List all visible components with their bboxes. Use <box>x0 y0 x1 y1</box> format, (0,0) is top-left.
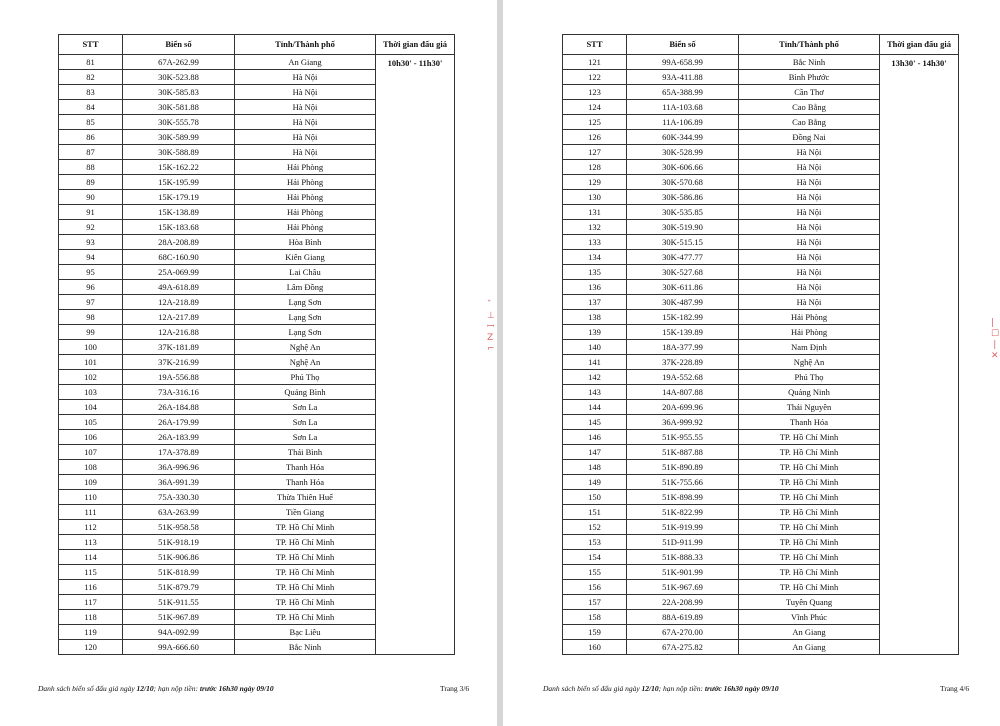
cell-stt: 93 <box>59 235 123 250</box>
cell-plate: 30K-519.90 <box>627 220 739 235</box>
table-body-right <box>563 55 959 655</box>
cell-plate: 18A-377.99 <box>627 340 739 355</box>
cell-province: Thanh Hóa <box>235 460 376 475</box>
cell-province: TP. Hồ Chí Minh <box>739 490 880 505</box>
cell-plate: 37K-181.89 <box>123 340 235 355</box>
plate-table-left <box>58 34 455 655</box>
cell-province: Hà Nội <box>235 70 376 85</box>
cell-province: TP. Hồ Chí Minh <box>235 520 376 535</box>
cell-stt: 155 <box>563 565 627 580</box>
cell-stt: 107 <box>59 445 123 460</box>
cell-stt: 100 <box>59 340 123 355</box>
cell-plate: 30K-523.88 <box>123 70 235 85</box>
cell-province: Bắc Ninh <box>739 55 880 70</box>
cell-province: Hà Nội <box>235 130 376 145</box>
cell-province: Sơn La <box>235 415 376 430</box>
cell-plate: 30K-589.99 <box>123 130 235 145</box>
cell-plate: 30K-611.86 <box>627 280 739 295</box>
header-plate: Biển số <box>627 35 739 55</box>
table-header-row <box>563 35 959 55</box>
footer-date: 12/10 <box>641 684 659 693</box>
cell-stt: 124 <box>563 100 627 115</box>
table-body-left <box>59 55 455 655</box>
cell-stt: 148 <box>563 460 627 475</box>
cell-stt: 99 <box>59 325 123 340</box>
cell-plate: 30K-528.99 <box>627 145 739 160</box>
cell-stt: 144 <box>563 400 627 415</box>
cell-province: Sơn La <box>235 400 376 415</box>
cell-province: Hà Nội <box>739 220 880 235</box>
cell-province: Hòa Bình <box>235 235 376 250</box>
cell-stt: 120 <box>59 640 123 655</box>
cell-stt: 87 <box>59 145 123 160</box>
cell-stt: 128 <box>563 160 627 175</box>
cell-plate: 15K-138.89 <box>123 205 235 220</box>
cell-plate: 12A-216.88 <box>123 325 235 340</box>
cell-plate: 15K-182.99 <box>627 310 739 325</box>
cell-province: Vĩnh Phúc <box>739 610 880 625</box>
cell-province: TP. Hồ Chí Minh <box>739 505 880 520</box>
cell-plate: 15K-183.68 <box>123 220 235 235</box>
header-stt: STT <box>59 35 123 55</box>
cell-province: Hà Nội <box>739 235 880 250</box>
cell-province: Hải Phòng <box>235 205 376 220</box>
cell-stt: 94 <box>59 250 123 265</box>
cell-plate: 67A-262.99 <box>123 55 235 70</box>
cell-stt: 136 <box>563 280 627 295</box>
cell-stt: 114 <box>59 550 123 565</box>
cell-plate: 51K-818.99 <box>123 565 235 580</box>
cell-stt: 157 <box>563 595 627 610</box>
cell-plate: 25A-069.99 <box>123 265 235 280</box>
cell-plate: 51K-888.33 <box>627 550 739 565</box>
header-time: Thời gian đấu giá <box>880 35 959 55</box>
cell-plate: 51K-918.19 <box>123 535 235 550</box>
cell-time-slot: 13h30' - 14h30' <box>880 55 959 655</box>
cell-stt: 137 <box>563 295 627 310</box>
cell-province: Nghệ An <box>235 355 376 370</box>
cell-province: TP. Hồ Chí Minh <box>235 580 376 595</box>
cell-plate: 15K-179.19 <box>123 190 235 205</box>
cell-province: Tuyên Quang <box>739 595 880 610</box>
cell-stt: 103 <box>59 385 123 400</box>
page-number: Trang 4/6 <box>940 684 970 693</box>
cell-stt: 89 <box>59 175 123 190</box>
cell-stt: 90 <box>59 190 123 205</box>
cell-province: Hà Nội <box>739 250 880 265</box>
footer-middle: ; hạn nộp tiền: <box>658 684 705 693</box>
cell-plate: 30K-555.78 <box>123 115 235 130</box>
cell-stt: 152 <box>563 520 627 535</box>
red-stamp-fragment: | ☐ ❘ ✕ <box>991 318 1000 361</box>
cell-province: Phú Thọ <box>739 370 880 385</box>
cell-plate: 20A-699.96 <box>627 400 739 415</box>
cell-stt: 127 <box>563 145 627 160</box>
cell-province: Lạng Sơn <box>235 295 376 310</box>
cell-plate: 88A-619.89 <box>627 610 739 625</box>
cell-province: An Giang <box>739 625 880 640</box>
cell-province: Quảng Bình <box>235 385 376 400</box>
cell-province: An Giang <box>235 55 376 70</box>
header-time: Thời gian đấu giá <box>376 35 455 55</box>
cell-province: Cần Thơ <box>739 85 880 100</box>
cell-stt: 135 <box>563 265 627 280</box>
footer-deadline: trước 16h30 ngày 09/10 <box>199 684 274 693</box>
cell-stt: 159 <box>563 625 627 640</box>
cell-plate: 30K-585.83 <box>123 85 235 100</box>
cell-stt: 85 <box>59 115 123 130</box>
cell-plate: 30K-477.77 <box>627 250 739 265</box>
cell-province: Phú Thọ <box>235 370 376 385</box>
footer-prefix: Danh sách biển số đấu giá ngày <box>543 684 642 693</box>
cell-stt: 83 <box>59 85 123 100</box>
cell-stt: 111 <box>59 505 123 520</box>
cell-stt: 138 <box>563 310 627 325</box>
cell-province: Kiên Giang <box>235 250 376 265</box>
cell-stt: 140 <box>563 340 627 355</box>
cell-plate: 51K-967.69 <box>627 580 739 595</box>
cell-stt: 97 <box>59 295 123 310</box>
cell-plate: 37K-228.89 <box>627 355 739 370</box>
cell-stt: 151 <box>563 505 627 520</box>
cell-stt: 149 <box>563 475 627 490</box>
cell-plate: 51K-911.55 <box>123 595 235 610</box>
cell-province: Thanh Hóa <box>235 475 376 490</box>
cell-stt: 95 <box>59 265 123 280</box>
cell-stt: 123 <box>563 85 627 100</box>
cell-stt: 126 <box>563 130 627 145</box>
cell-stt: 130 <box>563 190 627 205</box>
cell-plate: 30K-588.89 <box>123 145 235 160</box>
table-row <box>59 55 455 70</box>
cell-plate: 67A-275.82 <box>627 640 739 655</box>
cell-province: Lạng Sơn <box>235 310 376 325</box>
plate-table-right <box>562 34 959 655</box>
header-province: Tỉnh/Thành phố <box>235 35 376 55</box>
cell-stt: 82 <box>59 70 123 85</box>
footer-deadline: trước 16h30 ngày 09/10 <box>704 684 779 693</box>
cell-plate: 30K-586.86 <box>627 190 739 205</box>
cell-stt: 109 <box>59 475 123 490</box>
cell-province: Hà Nội <box>235 115 376 130</box>
cell-stt: 122 <box>563 70 627 85</box>
cell-stt: 96 <box>59 280 123 295</box>
cell-province: Hà Nội <box>739 205 880 220</box>
cell-stt: 98 <box>59 310 123 325</box>
cell-plate: 51K-887.88 <box>627 445 739 460</box>
cell-province: TP. Hồ Chí Minh <box>739 460 880 475</box>
cell-stt: 118 <box>59 610 123 625</box>
cell-province: Tiền Giang <box>235 505 376 520</box>
cell-plate: 51K-879.79 <box>123 580 235 595</box>
cell-province: Sơn La <box>235 430 376 445</box>
cell-province: Hà Nội <box>739 190 880 205</box>
cell-stt: 158 <box>563 610 627 625</box>
cell-plate: 30K-570.68 <box>627 175 739 190</box>
cell-province: Thái Nguyên <box>739 400 880 415</box>
cell-stt: 134 <box>563 250 627 265</box>
cell-province: Cao Bằng <box>739 100 880 115</box>
cell-province: Bình Phước <box>739 70 880 85</box>
document-page-right <box>503 0 1000 726</box>
header-plate: Biển số <box>123 35 235 55</box>
cell-plate: 63A-263.99 <box>123 505 235 520</box>
cell-province: Thái Bình <box>235 445 376 460</box>
cell-plate: 15K-139.89 <box>627 325 739 340</box>
cell-stt: 125 <box>563 115 627 130</box>
footer-note <box>543 684 779 693</box>
footer-date: 12/10 <box>136 684 154 693</box>
cell-province: Lâm Đồng <box>235 280 376 295</box>
header-province: Tỉnh/Thành phố <box>739 35 880 55</box>
page-number: Trang 3/6 <box>440 684 470 693</box>
cell-stt: 145 <box>563 415 627 430</box>
cell-plate: 93A-411.88 <box>627 70 739 85</box>
cell-stt: 101 <box>59 355 123 370</box>
table-header-row <box>59 35 455 55</box>
cell-province: TP. Hồ Chí Minh <box>235 550 376 565</box>
cell-plate: 99A-666.60 <box>123 640 235 655</box>
cell-province: Lạng Sơn <box>235 325 376 340</box>
cell-province: Thanh Hóa <box>739 415 880 430</box>
cell-plate: 17A-378.89 <box>123 445 235 460</box>
cell-plate: 37K-216.99 <box>123 355 235 370</box>
cell-stt: 117 <box>59 595 123 610</box>
cell-stt: 105 <box>59 415 123 430</box>
cell-stt: 119 <box>59 625 123 640</box>
cell-province: TP. Hồ Chí Minh <box>235 610 376 625</box>
cell-plate: 26A-179.99 <box>123 415 235 430</box>
cell-plate: 26A-184.88 <box>123 400 235 415</box>
cell-plate: 51K-755.66 <box>627 475 739 490</box>
cell-plate: 51K-890.89 <box>627 460 739 475</box>
cell-stt: 133 <box>563 235 627 250</box>
cell-stt: 116 <box>59 580 123 595</box>
cell-province: Quảng Ninh <box>739 385 880 400</box>
cell-stt: 86 <box>59 130 123 145</box>
cell-stt: 156 <box>563 580 627 595</box>
cell-stt: 129 <box>563 175 627 190</box>
cell-plate: 49A-618.89 <box>123 280 235 295</box>
cell-province: TP. Hồ Chí Minh <box>235 565 376 580</box>
cell-province: Nghệ An <box>235 340 376 355</box>
cell-plate: 51D-911.99 <box>627 535 739 550</box>
cell-province: TP. Hồ Chí Minh <box>739 520 880 535</box>
cell-stt: 153 <box>563 535 627 550</box>
cell-province: Đồng Nai <box>739 130 880 145</box>
cell-stt: 139 <box>563 325 627 340</box>
cell-stt: 104 <box>59 400 123 415</box>
cell-plate: 51K-898.99 <box>627 490 739 505</box>
cell-stt: 143 <box>563 385 627 400</box>
cell-stt: 146 <box>563 430 627 445</box>
cell-province: TP. Hồ Chí Minh <box>739 475 880 490</box>
cell-plate: 30K-515.15 <box>627 235 739 250</box>
cell-plate: 75A-330.30 <box>123 490 235 505</box>
cell-stt: 106 <box>59 430 123 445</box>
cell-province: TP. Hồ Chí Minh <box>235 535 376 550</box>
cell-plate: 51K-919.99 <box>627 520 739 535</box>
header-stt: STT <box>563 35 627 55</box>
cell-plate: 36A-999.92 <box>627 415 739 430</box>
document-page-left <box>0 0 497 726</box>
cell-province: Hà Nội <box>235 100 376 115</box>
cell-plate: 22A-208.99 <box>627 595 739 610</box>
cell-province: Hải Phòng <box>739 325 880 340</box>
cell-province: Hải Phòng <box>235 190 376 205</box>
cell-province: TP. Hồ Chí Minh <box>739 550 880 565</box>
cell-plate: 19A-552.68 <box>627 370 739 385</box>
footer-note <box>38 684 274 693</box>
cell-province: Hà Nội <box>739 145 880 160</box>
cell-province: TP. Hồ Chí Minh <box>739 535 880 550</box>
cell-stt: 154 <box>563 550 627 565</box>
cell-province: Cao Bằng <box>739 115 880 130</box>
cell-plate: 68C-160.90 <box>123 250 235 265</box>
footer-middle: ; hạn nộp tiền: <box>153 684 200 693</box>
cell-plate: 11A-103.68 <box>627 100 739 115</box>
cell-province: Hải Phòng <box>235 175 376 190</box>
cell-plate: 28A-208.89 <box>123 235 235 250</box>
cell-plate: 30K-535.85 <box>627 205 739 220</box>
cell-province: Lai Châu <box>235 265 376 280</box>
cell-plate: 51K-822.99 <box>627 505 739 520</box>
cell-stt: 131 <box>563 205 627 220</box>
cell-time-slot: 10h30' - 11h30' <box>376 55 455 655</box>
cell-plate: 73A-316.16 <box>123 385 235 400</box>
cell-province: Bạc Liêu <box>235 625 376 640</box>
cell-province: Hà Nội <box>739 295 880 310</box>
cell-stt: 121 <box>563 55 627 70</box>
cell-plate: 12A-218.89 <box>123 295 235 310</box>
cell-stt: 141 <box>563 355 627 370</box>
cell-province: Nam Định <box>739 340 880 355</box>
cell-province: Hà Nội <box>739 265 880 280</box>
cell-province: TP. Hồ Chí Minh <box>235 595 376 610</box>
cell-province: Hà Nội <box>739 280 880 295</box>
cell-stt: 102 <box>59 370 123 385</box>
cell-stt: 92 <box>59 220 123 235</box>
cell-stt: 91 <box>59 205 123 220</box>
cell-province: Hà Nội <box>739 175 880 190</box>
cell-plate: 30K-487.99 <box>627 295 739 310</box>
footer-prefix: Danh sách biển số đấu giá ngày <box>38 684 137 693</box>
cell-plate: 11A-106.89 <box>627 115 739 130</box>
cell-plate: 99A-658.99 <box>627 55 739 70</box>
cell-plate: 26A-183.99 <box>123 430 235 445</box>
cell-province: An Giang <box>739 640 880 655</box>
cell-plate: 51K-967.89 <box>123 610 235 625</box>
cell-plate: 30K-581.88 <box>123 100 235 115</box>
cell-stt: 84 <box>59 100 123 115</box>
cell-stt: 142 <box>563 370 627 385</box>
cell-province: Bắc Ninh <box>235 640 376 655</box>
cell-province: Hà Nội <box>739 160 880 175</box>
cell-province: TP. Hồ Chí Minh <box>739 580 880 595</box>
cell-stt: 113 <box>59 535 123 550</box>
cell-province: Hải Phòng <box>739 310 880 325</box>
cell-stt: 160 <box>563 640 627 655</box>
cell-plate: 67A-270.00 <box>627 625 739 640</box>
cell-plate: 36A-991.39 <box>123 475 235 490</box>
cell-plate: 94A-092.99 <box>123 625 235 640</box>
cell-plate: 65A-388.99 <box>627 85 739 100</box>
cell-stt: 88 <box>59 160 123 175</box>
cell-province: Hà Nội <box>235 145 376 160</box>
table-row <box>563 55 959 70</box>
cell-plate: 51K-958.58 <box>123 520 235 535</box>
cell-plate: 15K-195.99 <box>123 175 235 190</box>
cell-province: Nghệ An <box>739 355 880 370</box>
cell-plate: 30K-606.66 <box>627 160 739 175</box>
cell-province: Hải Phòng <box>235 220 376 235</box>
cell-plate: 15K-162.22 <box>123 160 235 175</box>
cell-province: Hà Nội <box>235 85 376 100</box>
cell-plate: 51K-906.86 <box>123 550 235 565</box>
cell-plate: 60K-344.99 <box>627 130 739 145</box>
cell-plate: 51K-955.55 <box>627 430 739 445</box>
cell-stt: 150 <box>563 490 627 505</box>
cell-plate: 12A-217.89 <box>123 310 235 325</box>
cell-stt: 108 <box>59 460 123 475</box>
cell-province: TP. Hồ Chí Minh <box>739 565 880 580</box>
red-stamp-fragment: ˇ ⊥ ꟷ Z ⌐ <box>487 300 495 354</box>
cell-province: Thừa Thiên Huế <box>235 490 376 505</box>
cell-province: TP. Hồ Chí Minh <box>739 430 880 445</box>
cell-province: TP. Hồ Chí Minh <box>739 445 880 460</box>
cell-stt: 81 <box>59 55 123 70</box>
cell-plate: 19A-556.88 <box>123 370 235 385</box>
cell-stt: 115 <box>59 565 123 580</box>
cell-stt: 112 <box>59 520 123 535</box>
cell-province: Hải Phòng <box>235 160 376 175</box>
cell-plate: 30K-527.68 <box>627 265 739 280</box>
cell-stt: 132 <box>563 220 627 235</box>
cell-plate: 36A-996.96 <box>123 460 235 475</box>
cell-plate: 51K-901.99 <box>627 565 739 580</box>
cell-plate: 14A-807.88 <box>627 385 739 400</box>
cell-stt: 110 <box>59 490 123 505</box>
cell-stt: 147 <box>563 445 627 460</box>
